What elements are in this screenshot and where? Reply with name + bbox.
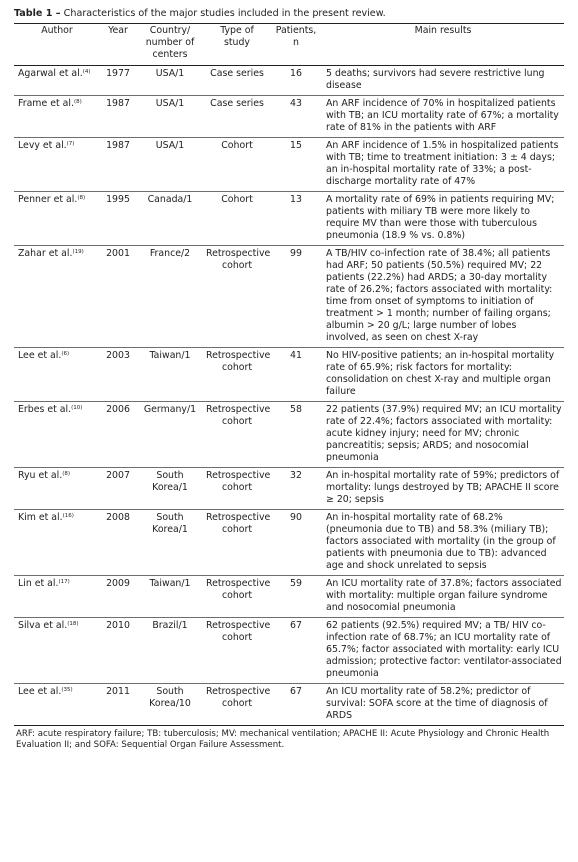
cell-country: Canada/1 (136, 192, 204, 246)
table-body (14, 66, 564, 726)
table-caption-text: Characteristics of the major studies included in the present review. (60, 8, 386, 19)
cell-author (14, 576, 100, 618)
cell-study-type: Retrospective cohort (204, 468, 270, 510)
reference-number: (6) (61, 351, 70, 357)
table-row (14, 246, 564, 348)
cell-patients: 15 (270, 138, 322, 192)
cell-study-type: Retrospective cohort (204, 618, 270, 684)
cell-main-results: 22 patients (37.9%) required MV; an ICU mortality rate of 22.4%; factors associated with mortality: acute kidney injury; need for MV; chronic pancreatitis; sepsis; ARDS; and nosocomial pneumonia (322, 402, 564, 468)
reference-number: (10) (71, 405, 83, 411)
cell-author (14, 402, 100, 468)
table-row (14, 192, 564, 246)
table-row (14, 576, 564, 618)
cell-patients: 41 (270, 348, 322, 402)
reference-number: (4) (82, 69, 91, 75)
cell-patients: 99 (270, 246, 322, 348)
cell-country: Germany/1 (136, 402, 204, 468)
cell-country: Taiwan/1 (136, 348, 204, 402)
header-author: Author (14, 24, 100, 66)
reference-number: (7) (66, 141, 75, 147)
cell-year: 2003 (100, 348, 136, 402)
author-name: Kim et al. (18, 512, 63, 523)
cell-country: Brazil/1 (136, 618, 204, 684)
cell-study-type: Retrospective cohort (204, 576, 270, 618)
table-caption-label: Table 1 – (14, 8, 61, 19)
cell-patients: 16 (270, 66, 322, 96)
cell-study-type: Retrospective cohort (204, 684, 270, 726)
cell-main-results: An ICU mortality rate of 37.8%; factors associated with mortality: multiple organ failure syndrome and nosocomial pneumonia (322, 576, 564, 618)
cell-patients: 32 (270, 468, 322, 510)
cell-year: 1987 (100, 138, 136, 192)
reference-number: (8) (62, 471, 71, 477)
reference-number: (17) (58, 579, 70, 585)
table-header-row (14, 24, 564, 66)
cell-patients: 90 (270, 510, 322, 576)
author-name: Penner et al. (18, 194, 78, 205)
header-main-results: Main results (322, 24, 564, 66)
cell-main-results: 62 patients (92.5%) required MV; a TB/ HIV co-infection rate of 68.7%; an ICU mortality rate of 65.7%; factor associated with mortality: early ICU admission; protective factor: ventilator-associated pneumonia (322, 618, 564, 684)
cell-author (14, 96, 100, 138)
cell-study-type: Retrospective cohort (204, 402, 270, 468)
table-row (14, 138, 564, 192)
cell-year: 1987 (100, 96, 136, 138)
table-row (14, 510, 564, 576)
header-study-type: Type of study (204, 24, 270, 66)
cell-year: 2006 (100, 402, 136, 468)
cell-author (14, 348, 100, 402)
cell-study-type: Case series (204, 66, 270, 96)
table-row (14, 348, 564, 402)
author-name: Levy et al. (18, 140, 67, 151)
author-name: Lee et al. (18, 686, 62, 697)
cell-country: USA/1 (136, 138, 204, 192)
studies-table (14, 23, 564, 726)
cell-year: 2010 (100, 618, 136, 684)
cell-country: South Korea/1 (136, 510, 204, 576)
author-name: Lin et al. (18, 578, 59, 589)
cell-main-results: 5 deaths; survivors had severe restrictive lung disease (322, 66, 564, 96)
table-row (14, 468, 564, 510)
cell-country: USA/1 (136, 66, 204, 96)
cell-country: South Korea/1 (136, 468, 204, 510)
cell-author (14, 684, 100, 726)
cell-main-results: An ICU mortality rate of 58.2%; predictor of survival: SOFA score at the time of diagnosis of ARDS (322, 684, 564, 726)
table-row (14, 402, 564, 468)
table-row (14, 96, 564, 138)
cell-patients: 13 (270, 192, 322, 246)
cell-main-results: A TB/HIV co-infection rate of 38.4%; all patients had ARF; 50 patients (50.5%) required MV; 22 patients (22.2%) had ARDS; a 30-day mortality rate of 26.2%; factors associated with mortality: time from onset of symptoms to initiation of treatment > 1 month; number of failing organs; albumin > 20 g/L; large number of lobes involved, as seen on chest X-ray (322, 246, 564, 348)
author-name: Frame et al. (18, 98, 74, 109)
author-name: Lee et al. (18, 350, 62, 361)
author-name: Ryu et al. (18, 470, 63, 481)
cell-author (14, 138, 100, 192)
cell-main-results: No HIV-positive patients; an in-hospital mortality rate of 65.9%; risk factors for mortality: consolidation on chest X-ray and multiple organ failure (322, 348, 564, 402)
cell-main-results: A mortality rate of 69% in patients requiring MV; patients with miliary TB were more likely to require MV than were those with tuberculous pneumonia (18.9 % vs. 0.8%) (322, 192, 564, 246)
cell-study-type: Retrospective cohort (204, 246, 270, 348)
cell-author (14, 192, 100, 246)
cell-patients: 67 (270, 618, 322, 684)
author-name: Silva et al. (18, 620, 68, 631)
header-country: Country/ number of centers (136, 24, 204, 66)
cell-main-results: An ARF incidence of 70% in hospitalized patients with TB; an ICU mortality rate of 67%; a mortality rate of 81% in the patients with ARF (322, 96, 564, 138)
cell-country: France/2 (136, 246, 204, 348)
cell-main-results: An in-hospital mortality rate of 59%; predictors of mortality: lungs destroyed by TB; APACHE II score ≥ 20; sepsis (322, 468, 564, 510)
table-caption (14, 8, 564, 20)
table-row (14, 66, 564, 96)
cell-patients: 58 (270, 402, 322, 468)
cell-patients: 59 (270, 576, 322, 618)
reference-number: (16) (62, 513, 74, 519)
cell-study-type: Retrospective cohort (204, 348, 270, 402)
cell-year: 2007 (100, 468, 136, 510)
table-row (14, 618, 564, 684)
cell-year: 2008 (100, 510, 136, 576)
reference-number: (8) (77, 195, 86, 201)
table-row (14, 684, 564, 726)
cell-country: USA/1 (136, 96, 204, 138)
cell-patients: 67 (270, 684, 322, 726)
cell-study-type: Retrospective cohort (204, 510, 270, 576)
reference-number: (35) (61, 687, 73, 693)
author-name: Agarwal et al. (18, 68, 83, 79)
cell-author (14, 510, 100, 576)
author-name: Erbes et al. (18, 404, 72, 415)
cell-main-results: An ARF incidence of 1.5% in hospitalized patients with TB; time to treatment initiation: 3 ± 4 days; an in-hospital mortality rate of 33%; a post-discharge mortality rate of 47% (322, 138, 564, 192)
cell-study-type: Case series (204, 96, 270, 138)
cell-patients: 43 (270, 96, 322, 138)
header-year: Year (100, 24, 136, 66)
cell-author (14, 246, 100, 348)
reference-number: (18) (67, 621, 79, 627)
header-patients: Patients, n (270, 24, 322, 66)
cell-country: Taiwan/1 (136, 576, 204, 618)
cell-year: 1977 (100, 66, 136, 96)
cell-author (14, 66, 100, 96)
cell-year: 2009 (100, 576, 136, 618)
reference-number: (19) (72, 249, 84, 255)
cell-author (14, 468, 100, 510)
cell-year: 1995 (100, 192, 136, 246)
cell-year: 2001 (100, 246, 136, 348)
cell-year: 2011 (100, 684, 136, 726)
cell-study-type: Cohort (204, 138, 270, 192)
cell-study-type: Cohort (204, 192, 270, 246)
table-document (14, 8, 564, 751)
cell-main-results: An in-hospital mortality rate of 68.2% (pneumonia due to TB) and 58.3% (miliary TB); factors associated with mortality (in the group of patients with pneumonia due to TB): advanced age and shock unrelated to sepsis (322, 510, 564, 576)
cell-country: South Korea/10 (136, 684, 204, 726)
author-name: Zahar et al. (18, 248, 73, 259)
table-footnote: ARF: acute respiratory failure; TB: tuberculosis; MV: mechanical ventilation; APACHE II: Acute Physiology and Chronic Health Evaluation II; and SOFA: Sequential Organ Failure Assessment. (16, 729, 550, 750)
reference-number: (8) (73, 99, 82, 105)
cell-author (14, 618, 100, 684)
